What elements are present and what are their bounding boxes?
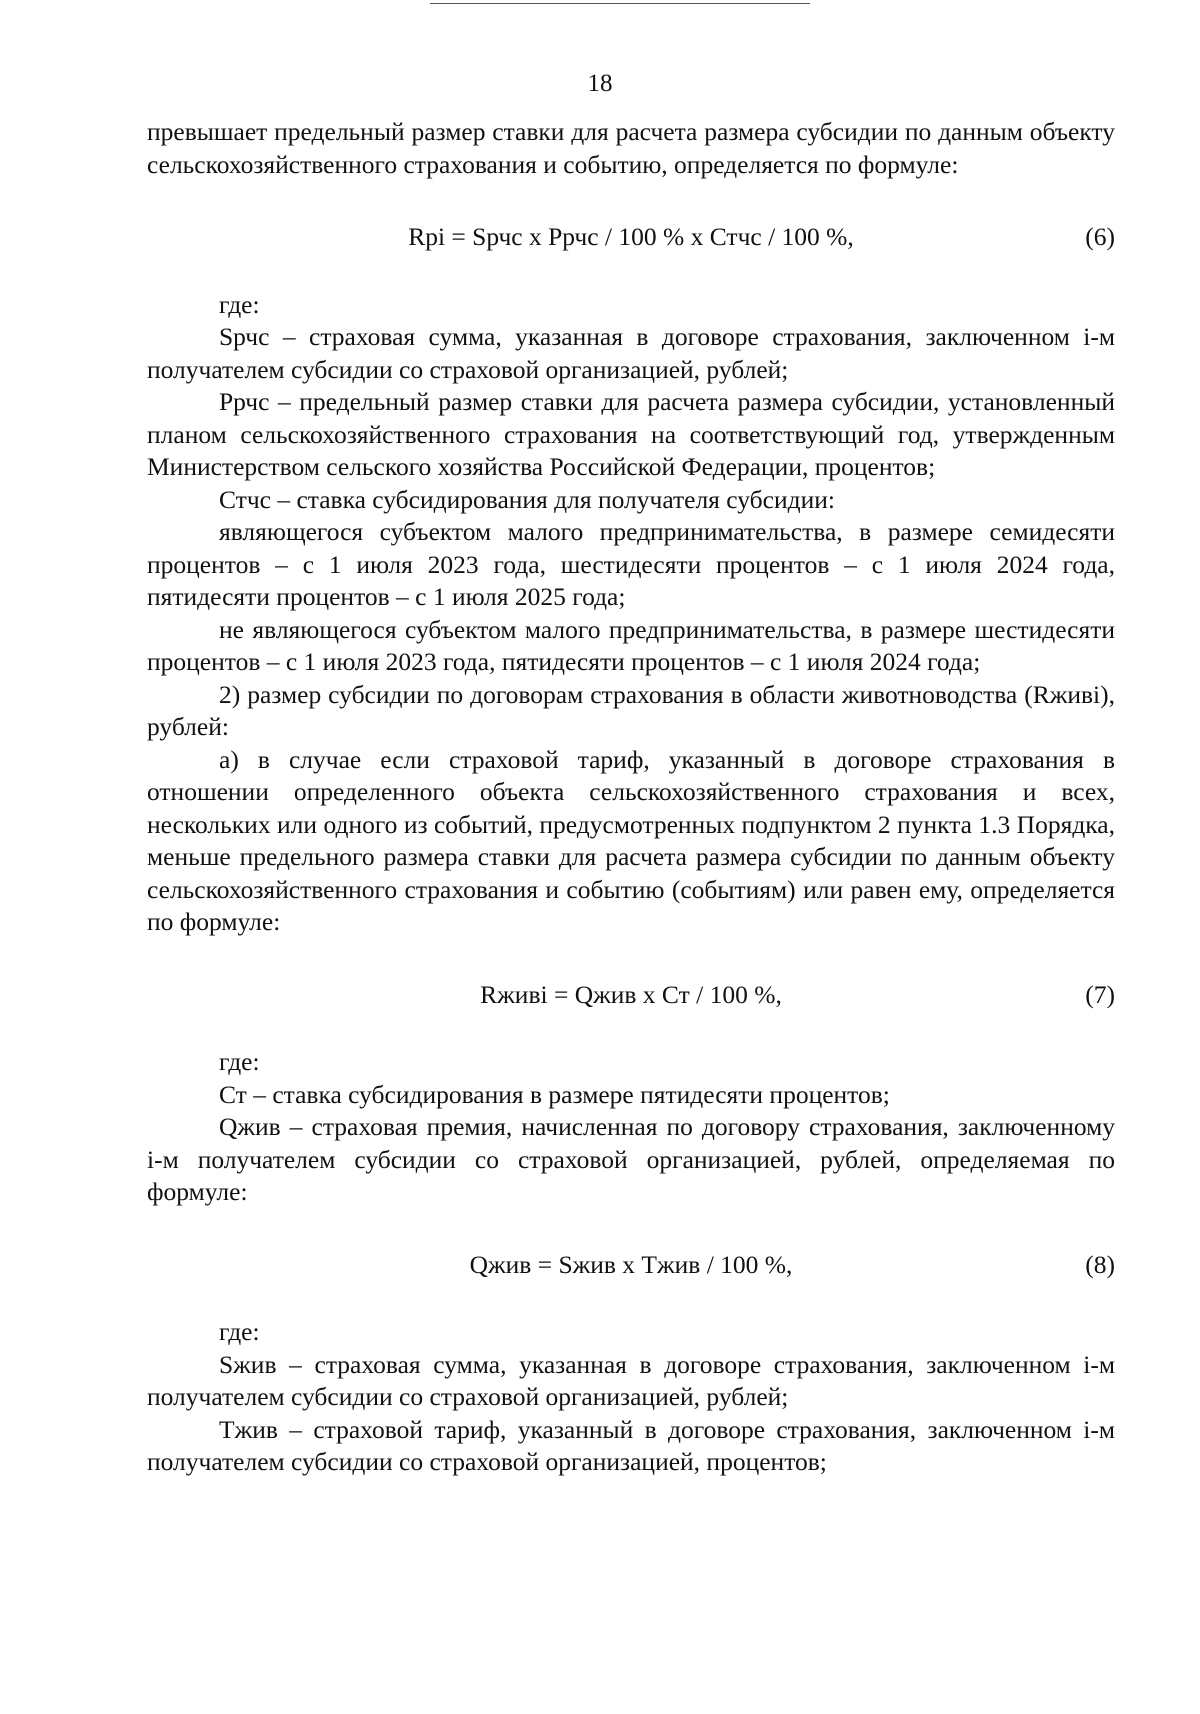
formula-7 xyxy=(147,979,1115,1012)
paragraph-case-a: а) в случае если страховой тариф, указанный в договоре страхования в отношении определенного объекта сельскохозяйственного страхования и всех, нескольких или одного из событий, предусмотренных подпунктом 2 пункта 1.3 Порядка, меньше предельного размера ставки для расчета размера субсидии по данным объекту сельскохозяйственного страхования и событию (событиям) или равен ему, определяется по формуле: xyxy=(147,744,1115,936)
where-label-2: где: xyxy=(219,1047,260,1076)
formula-6-text: Rpi = Sрчс х Ррчс / 100 % х Стчс / 100 %, xyxy=(408,222,854,251)
paragraph-srchs: Sрчс – страховая сумма, указанная в договоре страхования, заключенном i-м получателем субсидии со страховой организацией, рублей; xyxy=(147,322,1115,384)
where-label-1: где: xyxy=(219,289,260,319)
where-label-3: где: xyxy=(219,1317,260,1346)
formula-8-text: Qжив = Sжив х Тжив / 100 %, xyxy=(469,1249,793,1279)
formula-6 xyxy=(147,221,1115,254)
formula-7-text: Rживi = Qжив х Ст / 100 %, xyxy=(480,979,782,1009)
top-scan-rule xyxy=(430,3,810,4)
formula-6-number: (6) xyxy=(1085,222,1115,251)
paragraph-rrchs: Ррчс – предельный размер ставки для расчета размера субсидии, установленный планом сельскохозяйственного страхования на соответствующий год, утвержденным Министерством сельского хозяйства Российской Федерации, процентов; xyxy=(147,387,1115,481)
paragraph-stchs: Стчс – ставка субсидирования для получателя субсидии: xyxy=(219,484,835,514)
formula-8-number: (8) xyxy=(1085,1249,1115,1279)
paragraph-tzhiv: Тжив – страховой тариф, указанный в договоре страхования, заключенном i-м получателем субсидии со страховой организацией, процентов; xyxy=(147,1414,1115,1476)
formula-7-number: (7) xyxy=(1085,979,1115,1009)
page-number: 18 xyxy=(587,70,613,97)
paragraph-small-business: являющегося субъектом малого предпринимательства, в размере семидесяти процентов – с 1 июля 2023 года, шестидесяти процентов – с 1 июля 2024 года, пятидесяти процентов – с 1 июля 2025 года; xyxy=(147,517,1115,611)
document-body xyxy=(147,116,1115,1479)
paragraph-st: Ст – ставка субсидирования в размере пятидесяти процентов; xyxy=(219,1079,890,1109)
paragraph-not-small-business: не являющегося субъектом малого предпринимательства, в размере шестидесяти процентов – с 1 июля 2023 года, пятидесяти процентов – с 1 июля 2024 года; xyxy=(147,614,1115,676)
paragraph-livestock: 2) размер субсидии по договорам страхования в области животноводства (Rживi), рублей: xyxy=(147,679,1115,741)
formula-8 xyxy=(147,1249,1115,1282)
paragraph-qzhiv: Qжив – страховая премия, начисленная по договору страхования, заключенному i-м получателем субсидии со страховой организацией, рублей, определяемая по формуле: xyxy=(147,1112,1115,1206)
paragraph-szhiv: Sжив – страховая сумма, указанная в договоре страхования, заключенном i-м получателем субсидии со страховой организацией, рублей; xyxy=(147,1349,1115,1411)
paragraph-intro: превышает предельный размер ставки для расчета размера субсидии по данным объекту сельскохозяйственного страхования и событию, определяется по формуле: xyxy=(147,117,1115,179)
